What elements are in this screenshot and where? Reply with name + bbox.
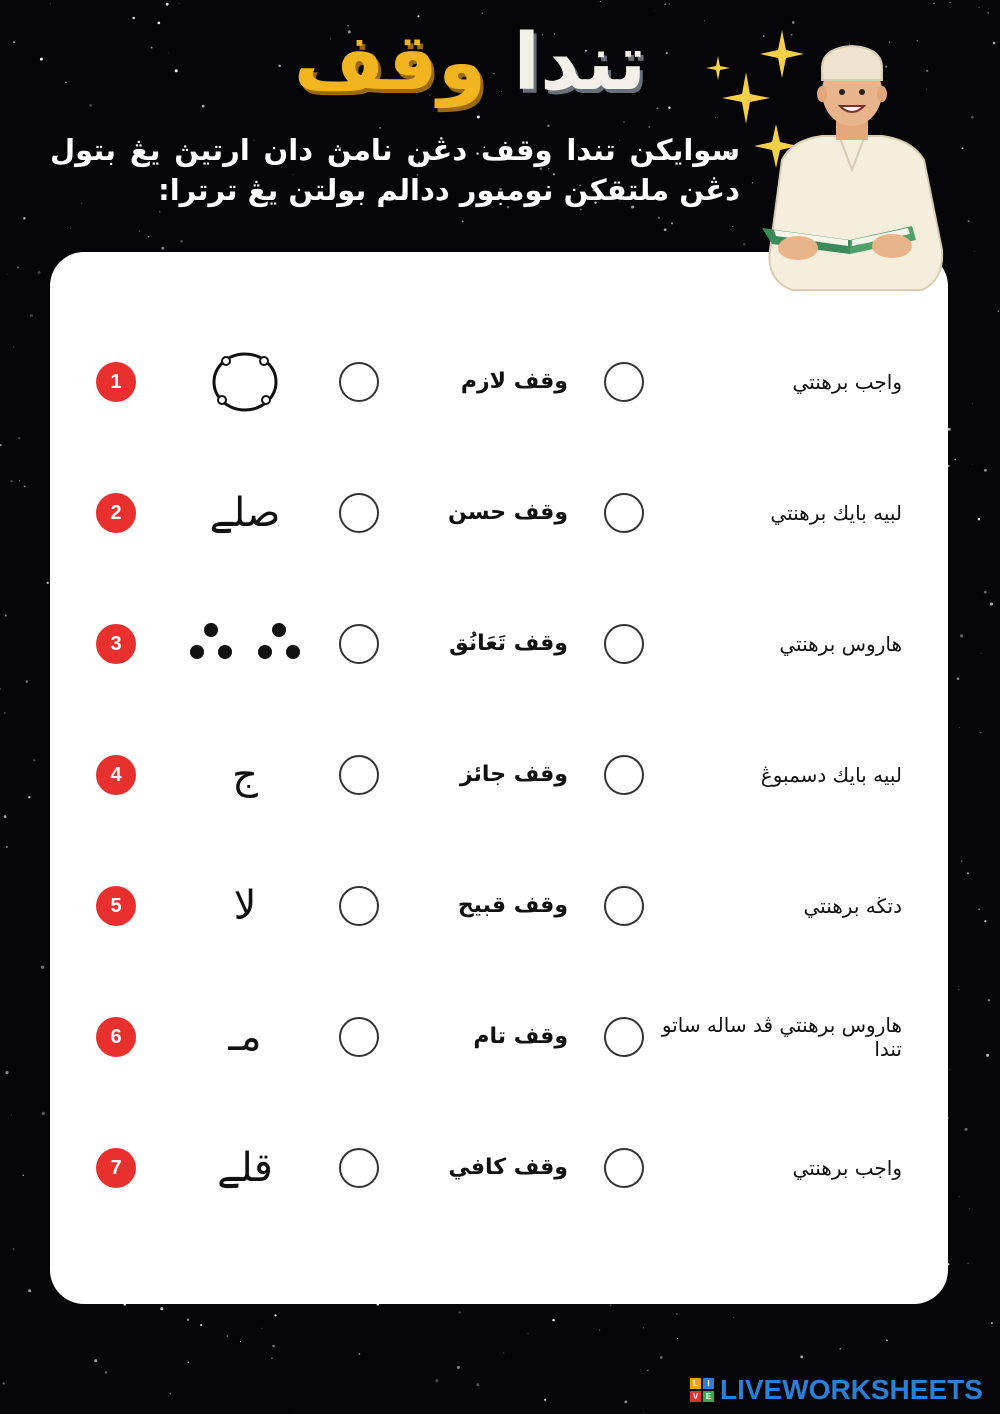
match-row-6: [50, 997, 948, 1077]
brand-name: LIVEWORKSHEETS: [720, 1374, 983, 1405]
waqf-symbol: لا: [233, 883, 257, 929]
answer-circle-meaning[interactable]: [604, 1017, 644, 1057]
waqf-meaning: دتڬه برهنتي: [803, 894, 902, 918]
match-row-1: [50, 342, 948, 422]
instruction-text: سوايکن تندا وقف دڠن نامڽ دان ارتيڽ يڠ بتول دڠن ملتقکن نومبور ددالم بولتن يڠ ترترا:: [50, 133, 740, 207]
row-number-badge: 4: [96, 755, 136, 795]
waqf-term: وقف لازم: [460, 369, 568, 394]
worksheet-card: [50, 252, 948, 1304]
brand-footer: [690, 1372, 990, 1408]
waqf-symbol: ج: [232, 752, 258, 798]
answer-circle-meaning[interactable]: [604, 755, 644, 795]
waqf-term: وقف حسن: [448, 500, 568, 525]
title-word-2: وقف: [293, 18, 487, 108]
answer-circle-symbol[interactable]: [339, 624, 379, 664]
page-title: [250, 8, 690, 118]
row-number-badge: 2: [96, 493, 136, 533]
waqf-symbol: مـ: [228, 1014, 262, 1060]
waqf-term: وقف کافي: [448, 1155, 568, 1180]
answer-circle-symbol[interactable]: [339, 1148, 379, 1188]
answer-circle-meaning[interactable]: [604, 886, 644, 926]
waqf-meaning: هاروس برهنتي ڤد ساله ساتو تندا: [661, 1013, 902, 1061]
waqf-meaning: واجب برهنتي: [792, 370, 902, 394]
answer-circle-symbol[interactable]: [339, 1017, 379, 1057]
row-number-badge: 5: [96, 886, 136, 926]
waqf-symbol: [175, 342, 315, 422]
match-row-4: [50, 735, 948, 815]
waqf-term: وقف قبيح: [457, 893, 568, 918]
match-row-3: [50, 604, 948, 684]
waqf-meaning: واجب برهنتي: [792, 1156, 902, 1180]
answer-circle-meaning[interactable]: [604, 1148, 644, 1188]
answer-circle-symbol[interactable]: [339, 755, 379, 795]
match-row-2: [50, 473, 948, 553]
waqf-meaning: هاروس برهنتي: [779, 632, 902, 656]
brand-logo-icon: L I V E: [690, 1378, 714, 1402]
reading-boy-illustration: [752, 40, 952, 302]
row-number-badge: 3: [96, 624, 136, 664]
waqf-symbol: صلے: [209, 490, 281, 536]
waqf-symbol: [175, 604, 315, 684]
answer-circle-meaning[interactable]: [604, 362, 644, 402]
ring-symbol-icon: [210, 347, 280, 417]
answer-circle-symbol[interactable]: [339, 493, 379, 533]
title-word-1: تندا: [513, 18, 647, 108]
waqf-symbol: قلے: [217, 1145, 273, 1191]
answer-circle-meaning[interactable]: [604, 624, 644, 664]
answer-circle-symbol[interactable]: [339, 886, 379, 926]
answer-circle-meaning[interactable]: [604, 493, 644, 533]
waqf-term: وقف تام: [473, 1024, 568, 1049]
match-row-5: [50, 866, 948, 946]
answer-circle-symbol[interactable]: [339, 362, 379, 402]
waqf-meaning: لبيه بايك برهنتي: [770, 501, 902, 525]
row-number-badge: 6: [96, 1017, 136, 1057]
waqf-term: وقف جائز: [459, 762, 568, 787]
waqf-meaning: لبيه بايك دسمبوڠ: [760, 763, 902, 787]
match-row-7: [50, 1128, 948, 1208]
triple-dots-icon: [190, 623, 300, 665]
row-number-badge: 7: [96, 1148, 136, 1188]
row-number-badge: 1: [96, 362, 136, 402]
waqf-term: وقف تَعَانُق: [449, 631, 568, 656]
